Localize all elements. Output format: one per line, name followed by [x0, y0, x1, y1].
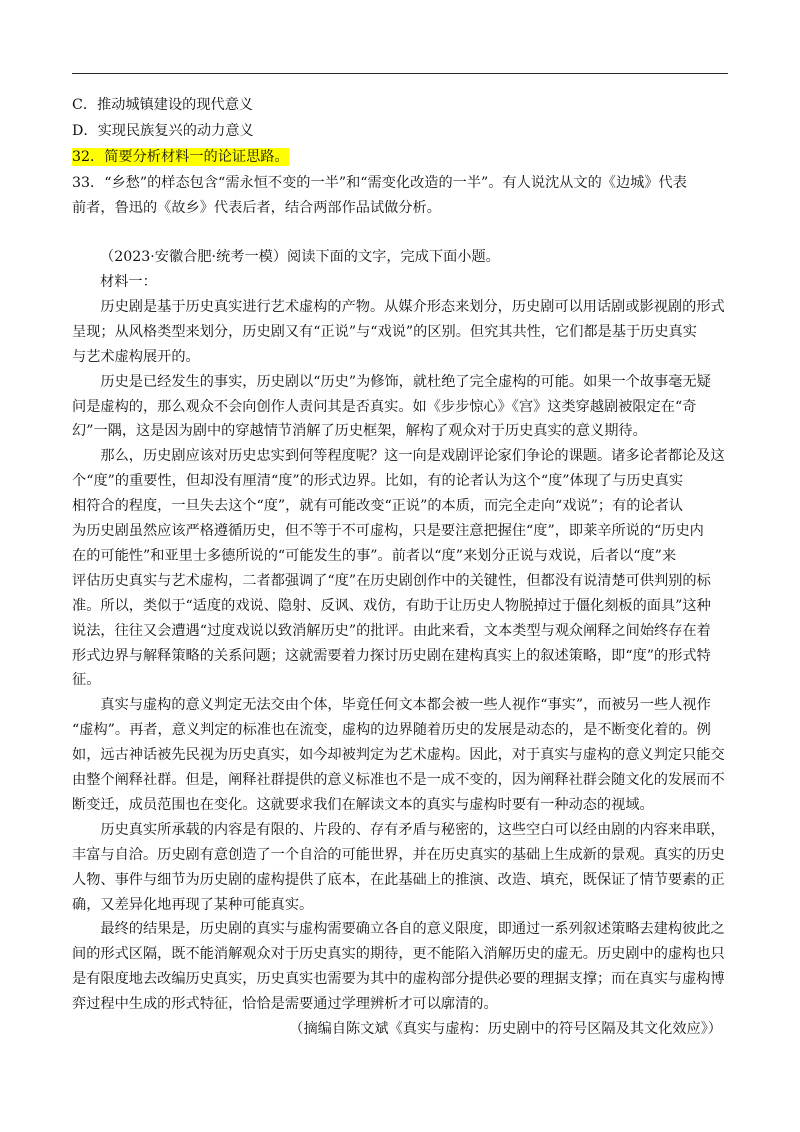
passage-line: 人物、事件与细节为历史剧的虚构提供了底本，在此基础上的推演、改造、填充，既保证了情节要素的正: [72, 872, 725, 888]
passage-line: 个“度”的重要性，但却没有厘清“度”的形式边界。比如，有的论者认为这个“度”体现了与历史真实: [72, 473, 684, 489]
passage-line: 丰富与自洽。历史剧有意创造了一个自洽的可能世界，并在历史真实的基础上生成新的景观。真实的历史: [72, 847, 725, 863]
passage-line: 问是虚构的，那么观众不会向创作人责问其是否真实。如《步步惊心》《宫》这类穿越剧被限定在“奇: [72, 399, 697, 415]
passage-line: 相符合的程度，一旦失去这个“度”，就有可能改变“正说”的本质，而完全走向“戏说”；有的论者认: [72, 498, 684, 514]
question-32-highlight: 32．简要分析材料一的论证思路。: [72, 149, 289, 165]
question-33-line-2: 前者，鲁迅的《故乡》代表后者，结合两部作品试做分析。: [72, 200, 441, 216]
passage-line: 准。所以，类似于“适度的戏说、隐射、反讽、戏仿，有助于让历史人物脱掉过于僵化刻板的面具”这种: [72, 598, 711, 614]
passage-line: 由整个阐释社群。但是，阐释社群提供的意义标准也不是一成不变的，因为阐释社群会随文化的发展而不: [72, 772, 725, 788]
passage-line: 历史真实所承载的内容是有限的、片段的、存有矛盾与秘密的，这些空白可以经由剧的内容来串联，: [72, 822, 725, 838]
passage-line: 与艺术虚构展开的。: [72, 349, 200, 365]
passage-line: 征。: [72, 672, 101, 688]
option-c: C．推动城镇建设的现代意义: [72, 97, 254, 113]
passage-line: 历史剧是基于历史真实进行艺术虚构的产物。从媒介形态来划分，历史剧可以用话剧或影视剧的形式: [72, 299, 725, 315]
passage-intro: （2023·安徽合肥·统考一模）阅读下面的文字，完成下面小题。: [100, 249, 500, 265]
passage-line: 幻”一隅，这是因为剧中的穿越情节消解了历史框架，解构了观众对于历史真实的意义期待。: [72, 423, 647, 439]
passage-line: 间的形式区隔，既不能消解观众对于历史真实的期待，更不能陷入消解历史的虚无。历史剧中的虚构也只: [72, 946, 725, 962]
passage-line: 在的可能性”和亚里士多德所说的“可能发生的事”。前者以“度”来划分正说与戏说，后者以“度”来: [72, 548, 677, 564]
passage-line: 最终的结果是，历史剧的真实与虚构需要确立各自的意义限度，即通过一系列叙述策略去建构彼此之: [72, 921, 725, 937]
passage-line: 历史是已经发生的事实，历史剧以“历史”为修饰，就杜绝了完全虚构的可能。如果一个故事毫无疑: [72, 374, 711, 390]
passage-line: “虚构”。再者，意义判定的标准也在流变，虚构的边界随着历史的发展是动态的，是不断变化着的。例: [72, 722, 711, 738]
passage-line: 真实与虚构的意义判定无法交由个体，毕竟任何文本都会被一些人视作“事实”，而被另一些人视作: [72, 697, 711, 713]
passage-line: 断变迁，成员范围也在变化。这就要求我们在解读文本的真实与虚构时要有一种动态的视域。: [72, 797, 654, 813]
passage-line: 确，又差异化地再现了某种可能真实。: [72, 897, 314, 913]
passage-line: 是有限度地去改编历史真实，历史真实也需要为其中的虚构部分提供必要的理据支撑；而在真实与虚构博: [72, 971, 725, 987]
passage-line: 形式边界与解释策略的关系问题；这就需要着力探讨历史剧在建构真实上的叙述策略，即“度”的形式特: [72, 648, 711, 664]
header-rule: [72, 73, 728, 74]
passage-line: 评估历史真实与艺术虚构，二者都强调了“度”在历史剧创作中的关键性，但都没有说清楚可供判别的标: [72, 573, 711, 589]
passage-line: 说法，往往又会遭遇“过度戏说以致消解历史”的批评。由此来看，文本类型与观众阐释之间始终存在着: [72, 623, 711, 639]
question-33-line-1: 33．“乡愁”的样态包含“需永恒不变的一半”和“需变化改造的一半”。有人说沈从文的《边城》代表: [72, 175, 687, 191]
option-d: D．实现民族复兴的动力意义: [72, 123, 254, 139]
passage-line: 那么，历史剧应该对历史忠实到何等程度呢？这一向是戏剧评论家们争论的课题。诸多论者都论及这: [72, 448, 725, 464]
passage-line: 如，远古神话被先民视为历史真实，如今却被判定为艺术虚构。因此，对于真实与虚构的意义判定只能交: [72, 747, 725, 763]
material-label: 材料一：: [100, 274, 157, 290]
passage-line: 呈现；从风格类型来划分，历史剧又有“正说”与“戏说”的区别。但究其共性，它们都是基于历史真实: [72, 324, 697, 340]
question-32: [72, 148, 728, 166]
passage-line: 弈过程中生成的形式特征，恰恰是需要通过学理辨析才可以廓清的。: [72, 996, 498, 1012]
source-citation: （摘编自陈文斌《真实与虚构：历史剧中的符号区隔及其文化效应》）: [289, 1021, 722, 1037]
passage-line: 为历史剧虽然应该严格遵循历史，但不等于不可虚构，只是要注意把握住“度”，即莱辛所说的“历史内: [72, 523, 704, 539]
